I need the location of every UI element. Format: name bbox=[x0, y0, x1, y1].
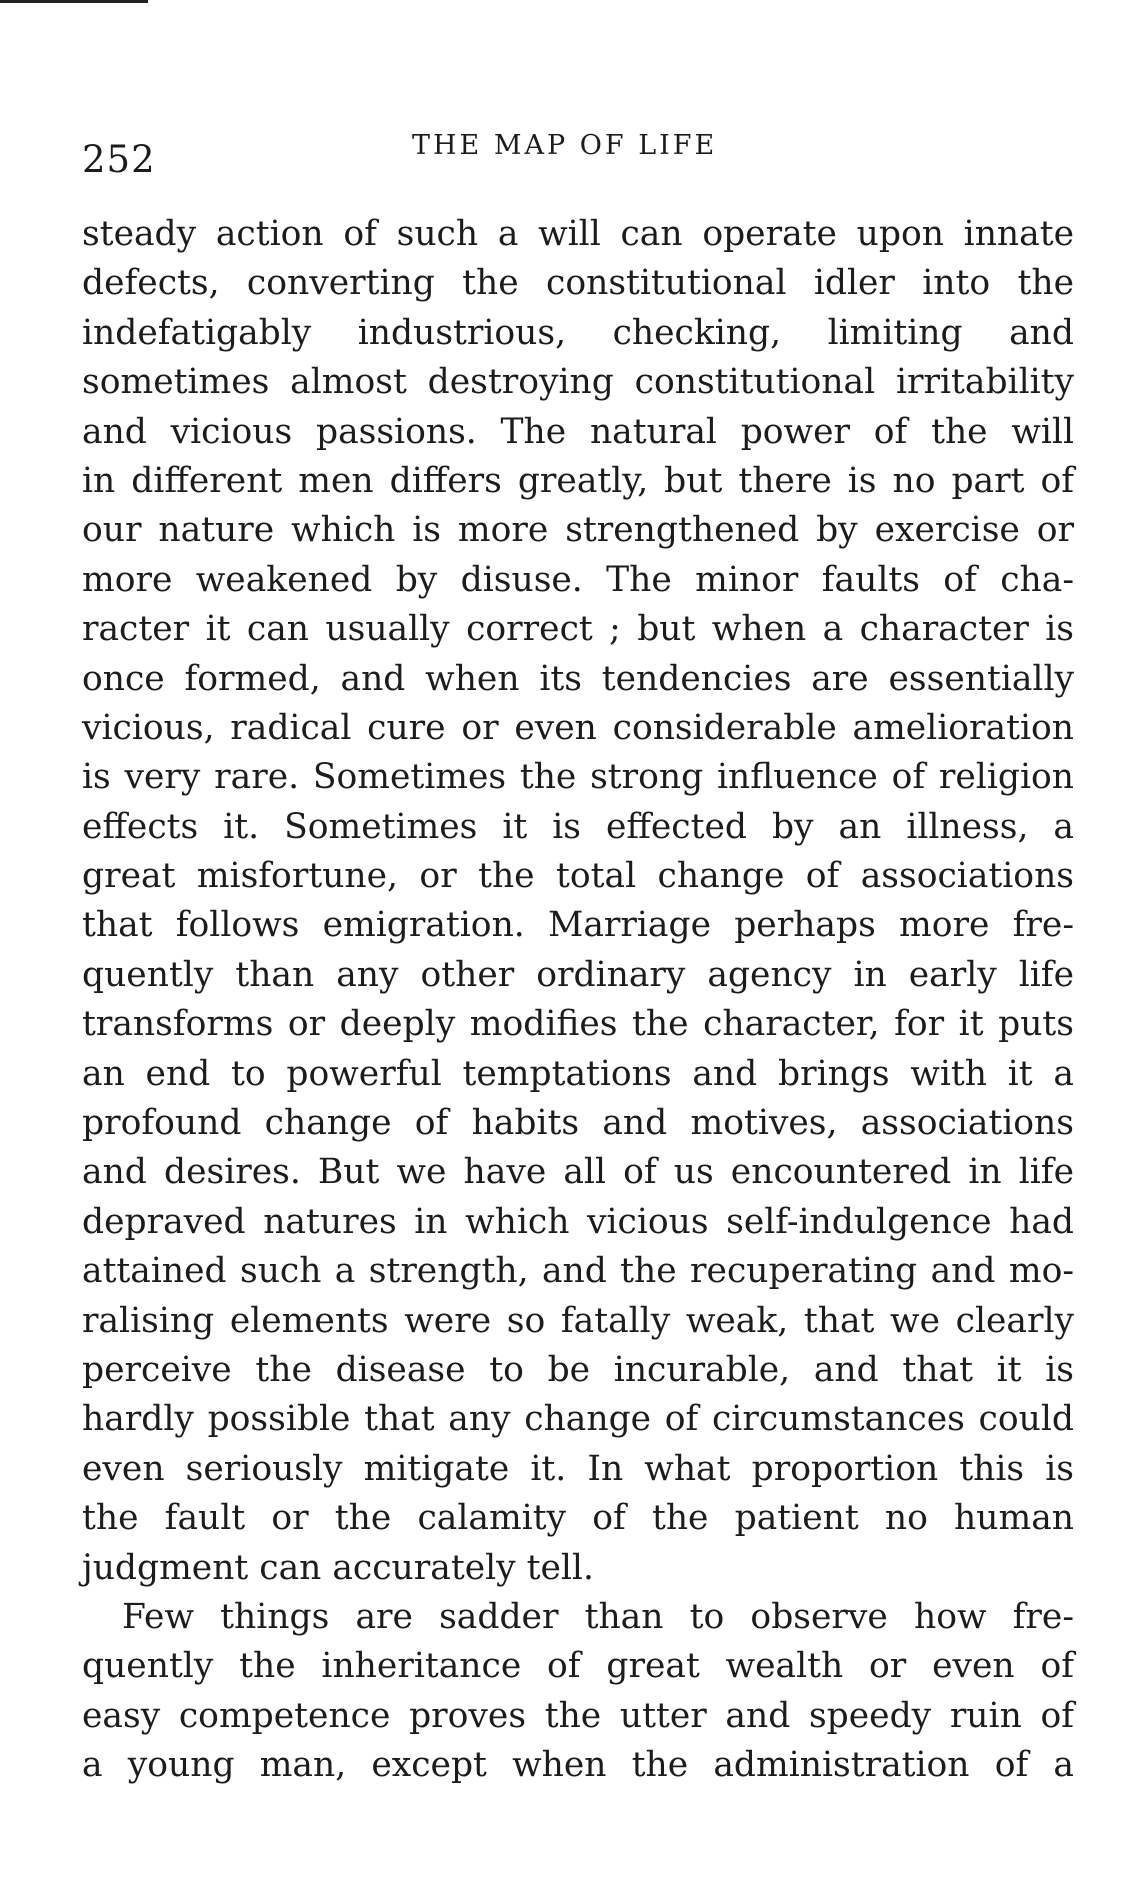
text-line: indefatigably industrious, checking, limiting and bbox=[82, 312, 1074, 353]
text-line: a young man, except when the administration of a bbox=[82, 1745, 1074, 1786]
text-line: in different men differs greatly, but there is no part of bbox=[82, 460, 1074, 501]
text-line: once formed, and when its tendencies are essentially bbox=[82, 658, 1074, 699]
text-line: more weakened by disuse. The minor faults of cha- bbox=[82, 559, 1074, 600]
text-line: Few things are sadder than to observe how fre- bbox=[122, 1596, 1074, 1637]
text-line: profound change of habits and motives, associations bbox=[82, 1103, 1074, 1144]
text-line: that follows emigration. Marriage perhaps more fre- bbox=[82, 905, 1074, 946]
text-line: hardly possible that any change of circumstances could bbox=[82, 1399, 1074, 1440]
body-text bbox=[82, 210, 1074, 1791]
text-line: transforms or deeply modifies the character, for it puts bbox=[82, 1004, 1074, 1045]
text-line: racter it can usually correct ; but when a character is bbox=[82, 609, 1074, 650]
page-number: 252 bbox=[82, 138, 156, 181]
text-line: perceive the disease to be incurable, and that it is bbox=[82, 1349, 1074, 1390]
text-line: our nature which is more strengthened by exercise or bbox=[82, 510, 1074, 551]
text-line: quently than any other ordinary agency in early life bbox=[82, 954, 1074, 995]
text-line: depraved natures in which vicious self-indulgence had bbox=[82, 1201, 1074, 1242]
text-line: defects, converting the constitutional idler into the bbox=[82, 263, 1074, 304]
text-line: the fault or the calamity of the patient no human bbox=[82, 1498, 1074, 1539]
running-head: THE MAP OF LIFE bbox=[412, 130, 718, 161]
top-rule bbox=[0, 0, 148, 3]
text-line: and vicious passions. The natural power of the will bbox=[82, 411, 1074, 452]
text-line: sometimes almost destroying constitutional irritability bbox=[82, 362, 1074, 403]
text-line: vicious, radical cure or even considerable amelioration bbox=[82, 707, 1074, 748]
text-line: ralising elements were so fatally weak, that we clearly bbox=[82, 1300, 1074, 1341]
text-line: easy competence proves the utter and speedy ruin of bbox=[82, 1695, 1074, 1736]
text-line: quently the inheritance of great wealth or even of bbox=[82, 1646, 1074, 1687]
text-line: effects it. Sometimes it is effected by an illness, a bbox=[82, 806, 1074, 847]
text-line: is very rare. Sometimes the strong influence of religion bbox=[82, 757, 1074, 798]
text-line: steady action of such a will can operate upon innate bbox=[82, 214, 1074, 254]
text-line: judgment can accurately tell. bbox=[82, 1547, 594, 1588]
text-line: attained such a strength, and the recuperating and mo- bbox=[82, 1251, 1074, 1292]
text-line: an end to powerful temptations and brings with it a bbox=[82, 1053, 1074, 1094]
page-header bbox=[82, 130, 1082, 180]
text-line: great misfortune, or the total change of associations bbox=[82, 856, 1074, 897]
text-line: even seriously mitigate it. In what proportion this is bbox=[82, 1448, 1074, 1489]
text-line: and desires. But we have all of us encountered in life bbox=[82, 1152, 1074, 1193]
